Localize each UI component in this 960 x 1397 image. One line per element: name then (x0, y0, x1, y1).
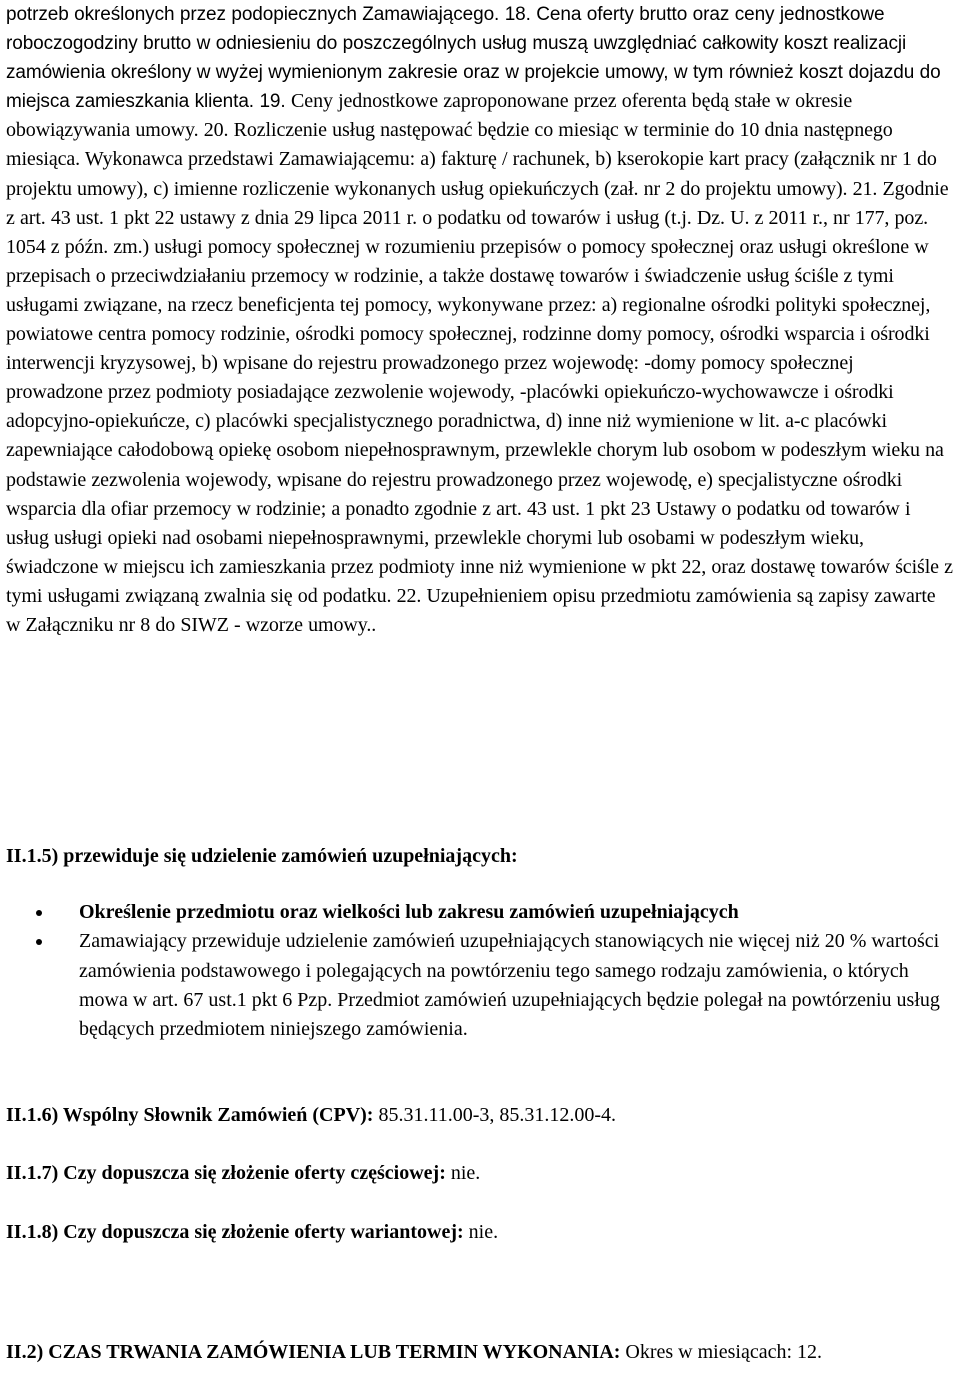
list-item-text: Zamawiający przewiduje udzielenie zamówień uzupełniających stanowiących nie więcej niż 20 % wartości zamówienia podstawowego i polegających na powtórzeniu tego samego rodzaju zamówienia, o których mowa w art. 67 ust.1 pkt 6 Pzp. Przedmiot zamówień uzupełniających będzie polegał na powtórzeniu usług będących przedmiotem niniejszego zamówienia. (79, 930, 940, 1041)
body-paragraph (6, 0, 954, 640)
section-heading-ii-1-6 (6, 1101, 616, 1130)
section-heading-ii-2 (6, 1338, 906, 1367)
paragraph-segment-serif: Ceny jednostkowe zaproponowane przez oferenta będą stałe w okresie obowiązywania umowy. 20. Rozliczenie usług następować będzie co miesiąc w terminie do 10 dnia następnego miesiąca. Wykonawca przedstawi Zamawiającemu: a) fakturę / rachunek, b) kserokopie kart pracy (załącznik nr 1 do projektu umowy), c) imienne rozliczenie wykonanych usług opiekuńczych (zał. nr 2 do projektu umowy). 21. Zgodnie z art. 43 ust. 1 pkt 22 ustawy z dnia 29 lipca 2011 r. o podatku od towarów i usług (t.j. Dz. U. z 2011 r., nr 177, poz. 1054 z późn. zm.) usługi pomocy społecznej w rozumieniu przepisów o pomocy społecznej oraz usługi określone w przepisach o przeciwdziałaniu przemocy w rodzinie, a także dostawę towarów i świadczenie usług ściśle z tymi usługami związane, na rzecz beneficjenta tej pomocy, wykonywane przez: a) regionalne ośrodki polityki społecznej, powiatowe centra pomocy rodzinie, ośrodki pomocy społecznej, rodzinne domy pomocy, ośrodki wsparcia i ośrodki interwencji kryzysowej, b) wpisane do rejestru prowadzonego przez wojewodę: -domy pomocy społecznej prowadzone przez podmioty posiadające zezwolenie wojewody, -placówki opiekuńczo-wychowawcze i ośrodki adopcyjno-opiekuńcze, c) placówki specjalistycznego poradnictwa, d) inne niż wymienione w lit. a-c placówki zapewniające całodobową opiekę osobom niepełnosprawnym, przewlekle chorym lub osobom w podeszłym wieku na podstawie zezwolenia wojewody, wpisane do rejestru prowadzonego przez wojewodę, e) specjalistyczne ośrodki wsparcia dla ofiar przemocy w rodzinie; a ponadto zgodnie z art. 43 ust. 1 pkt 23 Ustawy o podatku od towarów i usług usługi opieki nad osobami niepełnosprawnymi, przewlekle chorymi lub osobami w podeszłym wieku, świadczone w miejscu ich zamieszkania przez podmioty inne niż wymienione w pkt 22, oraz dostawę towarów ściśle z tymi usługami związaną zwalnia się od podatku. 22. Uzupełnieniem opisu przedmiotu zamówienia są zapisy zawarte w Załączniku nr 8 do SIWZ - wzorze umowy.. (6, 90, 953, 636)
section-label: II.1.7) Czy dopuszcza się złożenie oferty częściowej: (6, 1162, 446, 1184)
section-heading-ii-1-5 (6, 842, 518, 871)
section-value: 85.31.11.00-3, 85.31.12.00-4. (373, 1104, 617, 1126)
section-value: nie. (463, 1221, 499, 1243)
section-heading-ii-1-8 (6, 1218, 498, 1247)
section-value: nie. (445, 1162, 481, 1184)
bullet-icon (36, 939, 42, 945)
list-item (6, 927, 946, 1044)
section-label: II.1.8) Czy dopuszcza się złożenie oferty wariantowej: (6, 1221, 464, 1243)
section-heading-ii-1-7 (6, 1159, 480, 1188)
section-value: Okres w miesiącach: 12. (620, 1341, 823, 1363)
section-label: II.1.5) przewiduje się udzielenie zamówień uzupełniających: (6, 845, 518, 867)
section-label: II.1.6) Wspólny Słownik Zamówień (CPV): (6, 1104, 374, 1126)
bullet-icon (36, 910, 42, 916)
bullet-list (6, 898, 946, 1044)
paragraph-segment-sans: potrzeb określonych przez podopiecznych Zamawiającego. 18. Cena oferty brutto oraz ceny jednostkowe roboczogodziny brutto w odniesieniu do poszczególnych usług muszą uwzględniać całkowity koszt realizacji zamówienia określony w wyżej wymienionym zakresie oraz w projekcie umowy, w tym również koszt dojazdu do miejsca zamieszkania klienta. 19. (6, 4, 941, 113)
list-item-text: Określenie przedmiotu oraz wielkości lub zakresu zamówień uzupełniających (79, 901, 739, 923)
list-item (6, 898, 946, 927)
section-label: II.2) CZAS TRWANIA ZAMÓWIENIA LUB TERMIN WYKONANIA: (6, 1341, 621, 1363)
